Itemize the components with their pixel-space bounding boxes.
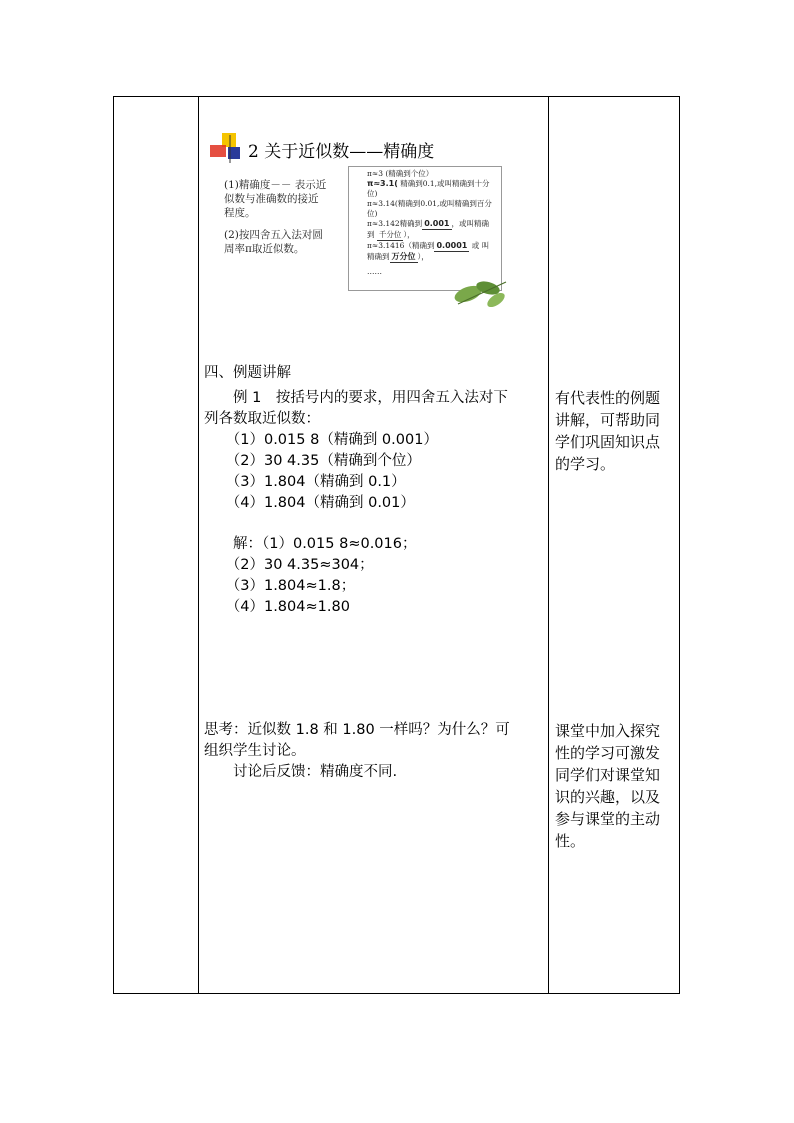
- solution-line: （3）1.804≈1.8；: [204, 578, 356, 594]
- note-line: 同学们对课堂知: [555, 766, 661, 784]
- example-line: （4）1.804（精确到 0.01）: [204, 495, 415, 511]
- box-line: 精确到 万分位 ），: [367, 252, 429, 261]
- box-line: ……: [367, 267, 382, 276]
- think-line: 讨论后反馈：精确度不同.: [204, 764, 398, 780]
- box-line: π≈3.142精确到 0.001 ，或叫精确: [367, 219, 489, 228]
- note-1: [555, 387, 677, 475]
- bullet-1-line: (1)精确度－－ 表示近: [224, 179, 327, 191]
- example-1: [204, 388, 548, 514]
- bullet-1-line: 程度。: [224, 207, 256, 219]
- box-line: 位): [367, 189, 378, 198]
- example-line: （2）30 4.35（精确到个位）: [204, 453, 421, 469]
- solution-line: （4）1.804≈1.80: [204, 599, 350, 615]
- think-question: [204, 720, 548, 783]
- column-divider-1: [198, 97, 199, 993]
- title-squares-icon: [210, 133, 246, 165]
- box-line: π≈3.1416（精确到 0.0001 或 叫: [367, 241, 490, 250]
- note-line: 学们巩固知识点: [555, 433, 661, 451]
- note-line: 讲解，可帮助同: [555, 411, 661, 429]
- box-line: π≈3.1( 精确到0.1,或叫精确到十分: [367, 179, 490, 188]
- solution: [204, 534, 548, 618]
- bullet-2: [224, 228, 348, 256]
- leaf-decoration-icon: [452, 276, 512, 310]
- bullet-2-line: 周率π取近似数。: [224, 243, 305, 255]
- column-divider-2: [548, 97, 549, 993]
- box-line: π≈3 (精确到个位）: [367, 169, 434, 178]
- bullet-1-line: 似数与准确数的接近: [224, 193, 319, 205]
- box-line: π≈3.14(精确到0.01,或叫精确到百分: [367, 199, 492, 208]
- section-heading: 四、例题讲解: [204, 365, 291, 381]
- note-line: 参与课堂的主动: [555, 810, 661, 828]
- example-line: 列各数取近似数：: [204, 411, 320, 427]
- bullet-1: [224, 178, 348, 220]
- bullet-2-line: (2)按四舍五入法对圆: [224, 229, 323, 241]
- solution-line: （2）30 4.35≈304；: [204, 557, 374, 573]
- think-line: 组织学生讨论。: [204, 743, 306, 759]
- note-2: [555, 720, 677, 852]
- note-line: 性。: [555, 832, 586, 850]
- box-line: 到 千分位 ），: [367, 230, 415, 239]
- slide-title: 2 关于近似数——精确度: [248, 142, 435, 162]
- pi-approximation-box: [348, 166, 502, 291]
- solution-line: 解：（1）0.015 8≈0.016；: [204, 536, 417, 552]
- example-line: （1）0.015 8（精确到 0.001）: [204, 432, 438, 448]
- think-line: 思考：近似数 1.8 和 1.80 一样吗？为什么？可: [204, 722, 510, 738]
- note-line: 的学习。: [555, 455, 616, 473]
- box-line: 位): [367, 209, 378, 218]
- example-line: （3）1.804（精确到 0.1）: [204, 474, 406, 490]
- note-line: 课堂中加入探究: [555, 722, 661, 740]
- note-line: 有代表性的例题: [555, 389, 661, 407]
- note-line: 性的学习可激发: [555, 744, 661, 762]
- note-line: 识的兴趣，以及: [555, 788, 661, 806]
- example-line: 例 1 按括号内的要求，用四舍五入法对下: [204, 390, 508, 406]
